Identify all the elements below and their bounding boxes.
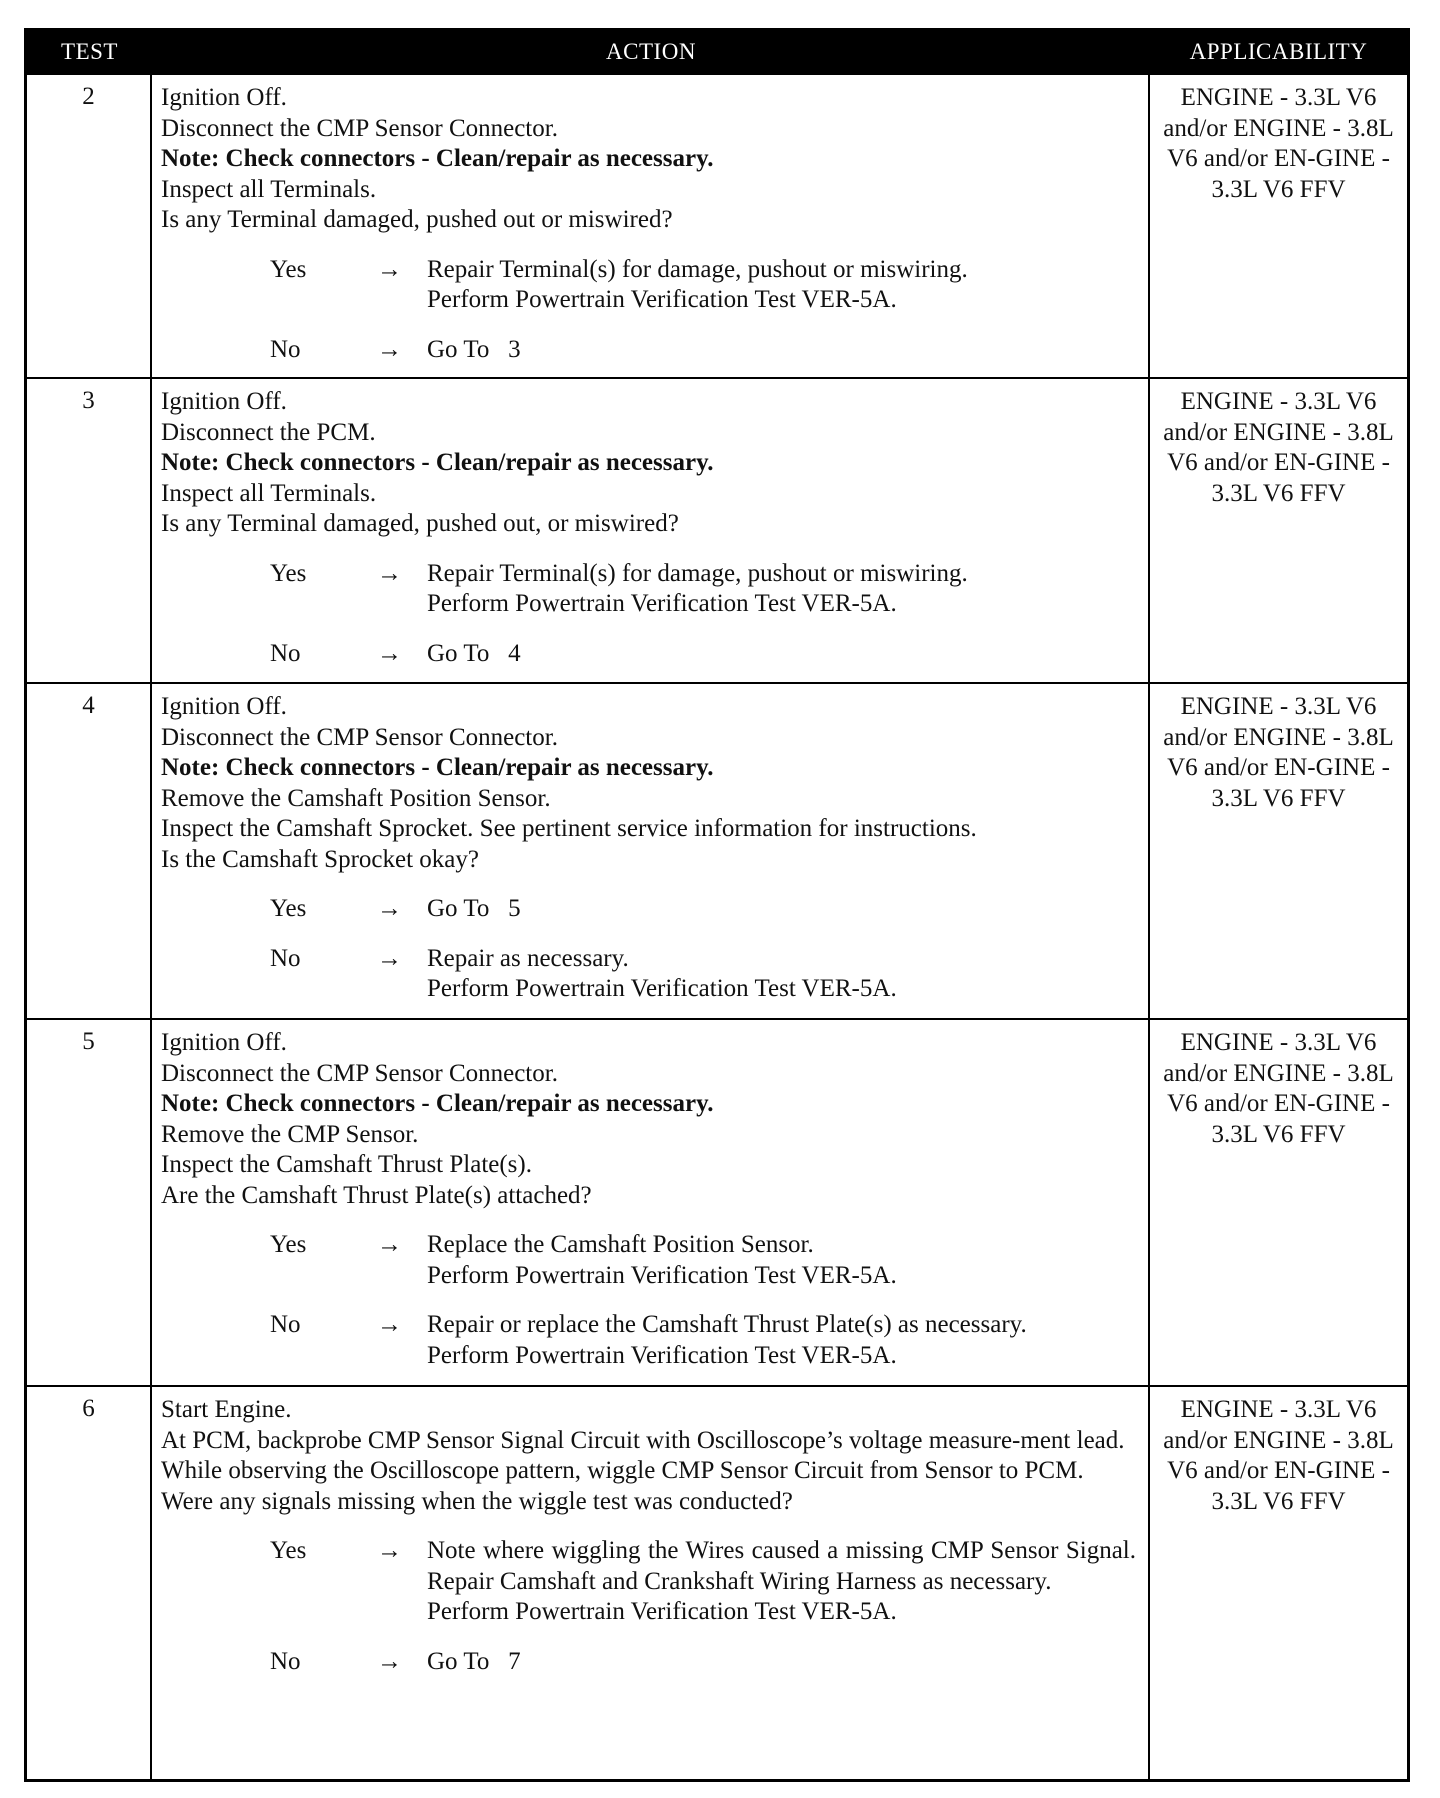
option-yes: [161, 559, 1138, 620]
arrow-icon: →: [377, 944, 402, 972]
action-line: Inspect all Terminals.: [161, 175, 377, 203]
action-line: Disconnect the CMP Sensor Connector.: [161, 114, 558, 142]
action-line: Ignition Off.: [161, 84, 287, 111]
option-no: [161, 335, 1138, 366]
note-line: Note: Check connectors - Clean/repair as necessary.: [161, 1090, 714, 1117]
arrow-icon: →: [377, 639, 402, 667]
action-line: Disconnect the CMP Sensor Connector.: [161, 1059, 558, 1087]
arrow-icon: →: [377, 1311, 402, 1338]
header-test: TEST: [61, 39, 118, 64]
option-result: [427, 1230, 1138, 1291]
result-line: Repair Terminal(s) for damage, pushout or miswiring.: [427, 559, 968, 587]
arrow-icon: →: [377, 895, 402, 922]
arrow-icon: →: [377, 1647, 402, 1675]
option-label: No: [270, 1647, 301, 1675]
option-yes: [161, 894, 1138, 925]
result-line: Perform Powertrain Verification Test VER-5A.: [427, 286, 897, 313]
action-cell: [152, 684, 1150, 1018]
action-cell: [152, 1020, 1150, 1385]
result-line: Go To 4: [427, 639, 521, 667]
action-line: Inspect the Camshaft Thrust Plate(s).: [161, 1151, 532, 1178]
action-line: Ignition Off.: [161, 388, 287, 415]
option-no: [161, 639, 1138, 670]
result-line: Note where wiggling the Wires caused a missing CMP Sensor Signal. Repair Camshaft and Crankshaft Wiring Harness as necessary.: [427, 1537, 1143, 1595]
table-row: [27, 1385, 1407, 1779]
option-result: [427, 1536, 1143, 1628]
option-result: [427, 1647, 1138, 1678]
action-line: Are the Camshaft Thrust Plate(s) attached?: [161, 1181, 592, 1209]
result-line: Repair as necessary.: [427, 944, 629, 972]
option-result: [427, 944, 1138, 1005]
header-applicability: APPLICABILITY: [1189, 39, 1368, 64]
arrow-icon: →: [377, 255, 402, 283]
action-line: Ignition Off.: [161, 1029, 287, 1056]
option-label: No: [270, 944, 301, 972]
note-line: Note: Check connectors - Clean/repair as necessary.: [161, 449, 714, 476]
option-result: [427, 335, 1138, 366]
applicability-cell: ENGINE - 3.3L V6 and/or ENGINE - 3.8L V6 and/or EN-GINE - 3.3L V6 FFV: [1163, 1029, 1394, 1148]
action-line: Inspect all Terminals.: [161, 479, 377, 507]
option-no: [161, 944, 1138, 1005]
table-row: [27, 73, 1407, 377]
action-line: While observing the Oscilloscope pattern, wiggle CMP Sensor Circuit from Sensor to PCM.: [161, 1457, 1084, 1484]
table-row: [27, 1018, 1407, 1385]
option-result: [427, 559, 1138, 620]
action-line: Inspect the Camshaft Sprocket. See pertinent service information for instructions.: [161, 815, 977, 842]
action-line: At PCM, backprobe CMP Sensor Signal Circuit with Oscilloscope’s voltage measure-ment lead.: [161, 1426, 1125, 1454]
applicability-cell: ENGINE - 3.3L V6 and/or ENGINE - 3.8L V6 and/or EN-GINE - 3.3L V6 FFV: [1163, 388, 1394, 507]
test-number: 5: [27, 1020, 152, 1385]
option-no: [161, 1647, 1138, 1678]
action-cell: [152, 379, 1150, 682]
option-no: [161, 1310, 1138, 1371]
option-label: No: [270, 639, 301, 667]
arrow-icon: →: [377, 559, 402, 587]
action-line: Disconnect the PCM.: [161, 418, 376, 446]
test-number: 6: [27, 1387, 152, 1779]
action-line: Is the Camshaft Sprocket okay?: [161, 845, 479, 873]
result-line: Go To 7: [427, 1647, 521, 1675]
action-cell: [152, 75, 1150, 377]
result-line: Go To 3: [427, 335, 521, 363]
header-action: ACTION: [606, 39, 696, 64]
action-line: Remove the Camshaft Position Sensor.: [161, 784, 551, 812]
arrow-icon: →: [377, 1231, 402, 1258]
action-line: Disconnect the CMP Sensor Connector.: [161, 723, 558, 751]
result-line: Perform Powertrain Verification Test VER-5A.: [427, 975, 897, 1002]
option-label: Yes: [270, 1231, 307, 1258]
option-result: [427, 1310, 1138, 1371]
test-number: 4: [27, 684, 152, 1018]
option-label: Yes: [270, 895, 307, 922]
table-row: [27, 377, 1407, 682]
option-result: [427, 255, 1138, 316]
applicability-cell: ENGINE - 3.3L V6 and/or ENGINE - 3.8L V6 and/or EN-GINE - 3.3L V6 FFV: [1163, 1396, 1394, 1515]
result-line: Perform Powertrain Verification Test VER-5A.: [427, 1598, 897, 1625]
applicability-cell: ENGINE - 3.3L V6 and/or ENGINE - 3.8L V6 and/or EN-GINE - 3.3L V6 FFV: [1163, 84, 1394, 203]
applicability-cell: ENGINE - 3.3L V6 and/or ENGINE - 3.8L V6 and/or EN-GINE - 3.3L V6 FFV: [1163, 693, 1394, 812]
result-line: Perform Powertrain Verification Test VER-5A.: [427, 1341, 897, 1369]
arrow-icon: →: [377, 1537, 402, 1564]
option-label: No: [270, 1311, 301, 1338]
option-result: [427, 894, 1138, 925]
result-line: Replace the Camshaft Position Sensor.: [427, 1231, 814, 1258]
result-line: Repair Terminal(s) for damage, pushout or miswiring.: [427, 255, 968, 283]
option-yes: [161, 1536, 1143, 1628]
table-header: [27, 31, 1407, 73]
action-line: Ignition Off.: [161, 693, 287, 720]
option-label: Yes: [270, 1537, 307, 1564]
action-line: Remove the CMP Sensor.: [161, 1120, 419, 1148]
table-row: [27, 682, 1407, 1018]
test-number: 2: [27, 75, 152, 377]
note-line: Note: Check connectors - Clean/repair as necessary.: [161, 145, 714, 172]
result-line: Perform Powertrain Verification Test VER-5A.: [427, 1261, 897, 1289]
diagnostic-test-table: [24, 28, 1410, 1782]
option-yes: [161, 255, 1138, 316]
action-cell: [152, 1387, 1150, 1779]
option-label: No: [270, 335, 301, 363]
result-line: Repair or replace the Camshaft Thrust Plate(s) as necessary.: [427, 1311, 1027, 1338]
test-number: 3: [27, 379, 152, 682]
option-result: [427, 639, 1138, 670]
note-line: Note: Check connectors - Clean/repair as necessary.: [161, 754, 714, 781]
action-line: Start Engine.: [161, 1396, 292, 1423]
action-line: Is any Terminal damaged, pushed out or miswired?: [161, 206, 673, 233]
option-label: Yes: [270, 255, 307, 283]
result-line: Perform Powertrain Verification Test VER-5A.: [427, 590, 897, 617]
arrow-icon: →: [377, 335, 402, 363]
option-yes: [161, 1230, 1138, 1291]
action-line: Is any Terminal damaged, pushed out, or miswired?: [161, 510, 679, 537]
action-line: Were any signals missing when the wiggle test was conducted?: [161, 1487, 793, 1515]
result-line: Go To 5: [427, 895, 521, 922]
option-label: Yes: [270, 559, 307, 587]
